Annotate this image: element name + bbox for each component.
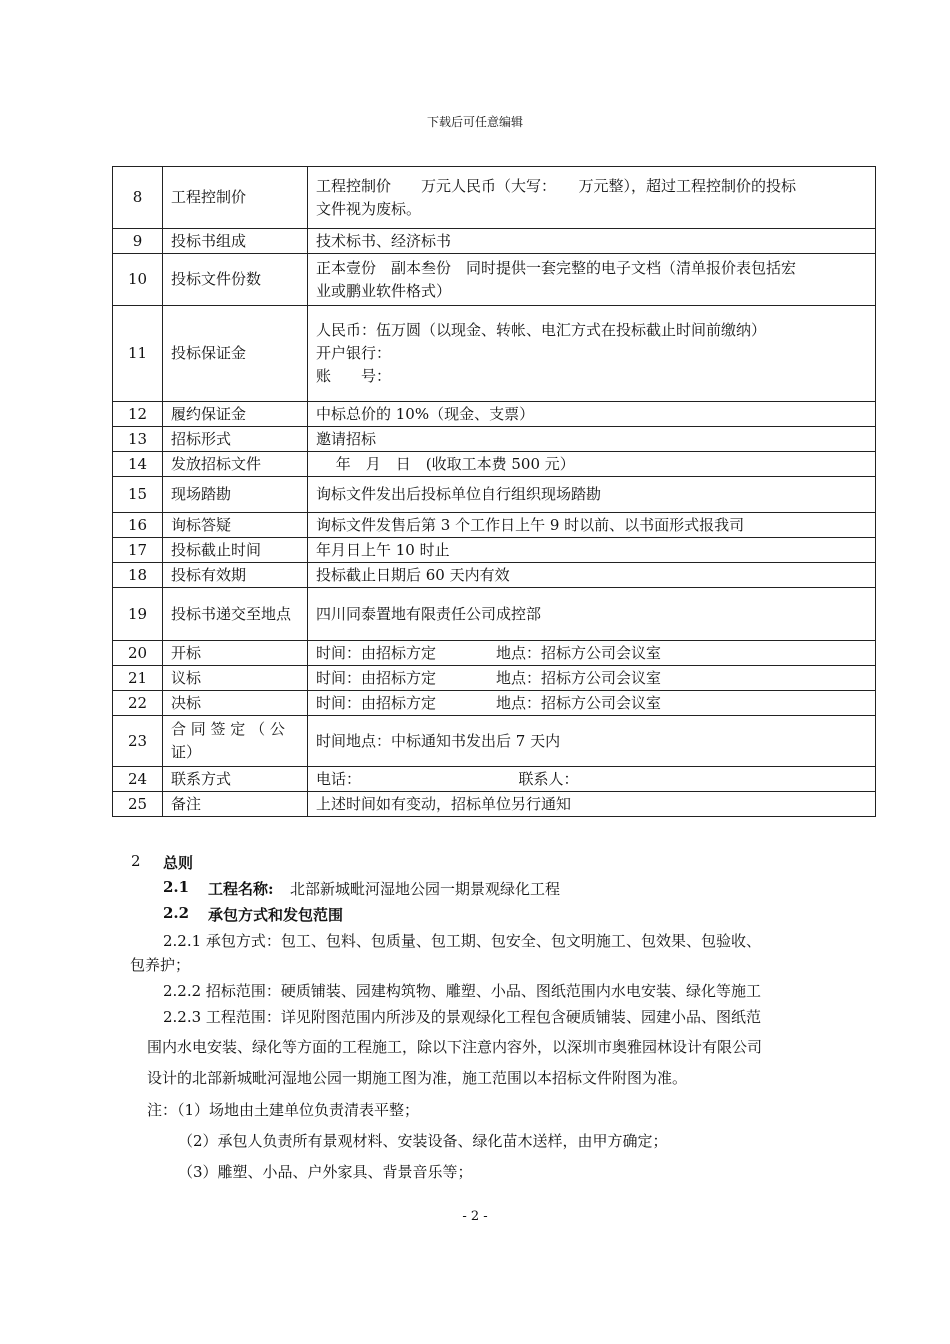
description-line: 中标总价的 10%（现金、支票）	[316, 404, 535, 423]
table-row	[113, 691, 876, 716]
row-description	[308, 538, 876, 563]
description-line: 开户银行：	[316, 344, 392, 362]
subsection-2-2-title: 承包方式和发包范围	[208, 906, 344, 924]
description-line: 时间：由招标方定 地点：招标方公司会议室	[316, 693, 662, 712]
table-row	[113, 666, 876, 691]
paragraph-2-2-1: 2.2.1 承包方式：包工、包料、包质量、包工期、包安全、包文明施工、包效果、包验收、	[163, 932, 761, 950]
row-description	[308, 254, 876, 306]
row-number: 22	[113, 691, 163, 716]
description-line: 邀请招标	[316, 429, 377, 448]
description-line: 询标文件发出后投标单位自行组织现场踏勘	[316, 485, 602, 503]
description-line: 年月日上午 10 时止	[316, 540, 450, 559]
row-item: 投标文件份数	[163, 254, 308, 306]
table-row	[113, 229, 876, 254]
table-row	[113, 452, 876, 477]
description-line: 时间：由招标方定 地点：招标方公司会议室	[316, 668, 662, 687]
row-number: 23	[113, 716, 163, 767]
row-number: 18	[113, 563, 163, 588]
row-item: 投标书组成	[163, 229, 308, 254]
section-heading: 总则	[163, 854, 194, 872]
page-header: 下载后可任意编辑	[426, 115, 523, 129]
row-item: 工程控制价	[163, 167, 308, 229]
description-line: 时间地点：中标通知书发出后 7 天内	[316, 731, 561, 750]
description-line: 上述时间如有变动，招标单位另行通知	[316, 794, 572, 813]
row-number: 12	[113, 402, 163, 427]
table-row	[113, 767, 876, 792]
table-row	[113, 563, 876, 588]
row-number: 13	[113, 427, 163, 452]
description-line: 文件视为废标。	[316, 199, 422, 218]
note-3: （3）雕塑、小品、户外家具、背景音乐等；	[178, 1163, 473, 1181]
paragraph-2-2-2: 2.2.2 招标范围：硬质铺装、园建构筑物、雕塑、小品、图纸范围内水电安装、绿化等施工	[163, 982, 761, 1000]
row-item: 现场踏勘	[163, 477, 308, 513]
row-item: 投标保证金	[163, 306, 308, 402]
row-number: 20	[113, 641, 163, 666]
row-description	[308, 477, 876, 513]
row-number: 17	[113, 538, 163, 563]
row-number: 19	[113, 588, 163, 641]
note-2: （2）承包人负责所有景观材料、安装设备、绿化苗木送样，由甲方确定；	[178, 1132, 668, 1150]
subsection-2-2-number: 2.2	[163, 904, 190, 922]
table-row	[113, 716, 876, 767]
description-line: 电话： 联系人：	[316, 769, 579, 788]
subsection-2-1-number: 2.1	[163, 878, 190, 896]
row-item: 投标截止时间	[163, 538, 308, 563]
row-item: 投标书递交至地点	[163, 588, 308, 641]
row-item: 履约保证金	[163, 402, 308, 427]
row-description	[308, 452, 876, 477]
row-item: 投标有效期	[163, 563, 308, 588]
description-line: 账 号：	[316, 367, 392, 385]
paragraph-2-2-1-cont: 包养护；	[130, 956, 191, 974]
row-number: 16	[113, 513, 163, 538]
table-row	[113, 538, 876, 563]
row-description	[308, 306, 876, 402]
row-item: 询标答疑	[163, 513, 308, 538]
page-number: - 2 -	[462, 1209, 488, 1224]
row-item: 议标	[163, 666, 308, 691]
row-number: 25	[113, 792, 163, 817]
row-description	[308, 513, 876, 538]
description-line: 询标文件发售后第 3 个工作日上午 9 时以前、以书面形式报我司	[316, 515, 745, 534]
row-number: 24	[113, 767, 163, 792]
row-description	[308, 767, 876, 792]
bid-info-table	[112, 166, 876, 817]
row-number: 15	[113, 477, 163, 513]
table-row	[113, 477, 876, 513]
description-line: 业或鹏业软件格式）	[316, 281, 452, 300]
paragraph-2-2-3-cont2: 设计的北部新城毗河湿地公园一期施工图为准，施工范围以本招标文件附图为准。	[147, 1069, 688, 1087]
row-item: 合 同 签 定 （ 公证）	[163, 716, 308, 767]
row-description	[308, 588, 876, 641]
project-name-label: 工程名称:	[208, 880, 274, 898]
row-number: 8	[113, 167, 163, 229]
description-line: 年 月 日 (收取工本费 500 元）	[316, 454, 575, 473]
table-row	[113, 588, 876, 641]
row-number: 14	[113, 452, 163, 477]
row-description	[308, 691, 876, 716]
paragraph-2-2-3-cont1: 围内水电安装、绿化等方面的工程施工，除以下注意内容外，以深圳市奥雅园林设计有限公司	[147, 1038, 763, 1056]
row-description	[308, 167, 876, 229]
table-row	[113, 427, 876, 452]
row-number: 11	[113, 306, 163, 402]
row-number: 9	[113, 229, 163, 254]
description-line: 正本壹份 副本叁份 同时提供一套完整的电子文档（清单报价表包括宏	[316, 258, 797, 277]
table-row	[113, 513, 876, 538]
row-number: 21	[113, 666, 163, 691]
row-item: 联系方式	[163, 767, 308, 792]
description-line: 时间：由招标方定 地点：招标方公司会议室	[316, 643, 662, 662]
description-line: 人民币：伍万圆（以现金、转帐、电汇方式在投标截止时间前缴纳）	[316, 321, 767, 339]
description-line: 技术标书、经济标书	[316, 231, 452, 250]
description-line: 投标截止日期后 60 天内有效	[316, 565, 510, 584]
row-description	[308, 427, 876, 452]
row-description	[308, 641, 876, 666]
table-row	[113, 792, 876, 817]
note-1: 注：（1）场地由土建单位负责清表平整；	[147, 1101, 420, 1119]
row-description	[308, 563, 876, 588]
table-row	[113, 402, 876, 427]
section-number: 2	[131, 852, 141, 870]
row-item: 发放招标文件	[163, 452, 308, 477]
paragraph-2-2-3: 2.2.3 工程范围：详见附图范围内所涉及的景观绿化工程包含硬质铺装、园建小品、图纸范	[163, 1008, 761, 1026]
table-row	[113, 641, 876, 666]
row-description	[308, 716, 876, 767]
row-description	[308, 229, 876, 254]
row-item: 备注	[163, 792, 308, 817]
row-description	[308, 402, 876, 427]
description-line: 四川同泰置地有限责任公司成控部	[316, 604, 542, 623]
description-line: 工程控制价 万元人民币（大写： 万元整），超过工程控制价的投标	[316, 176, 797, 195]
table-row	[113, 306, 876, 402]
row-number: 10	[113, 254, 163, 306]
table-row	[113, 167, 876, 229]
row-description	[308, 792, 876, 817]
row-description	[308, 666, 876, 691]
table-row	[113, 254, 876, 306]
row-item: 招标形式	[163, 427, 308, 452]
row-item: 决标	[163, 691, 308, 716]
row-item: 开标	[163, 641, 308, 666]
project-name-value: 北部新城毗河湿地公园一期景观绿化工程	[290, 880, 561, 898]
